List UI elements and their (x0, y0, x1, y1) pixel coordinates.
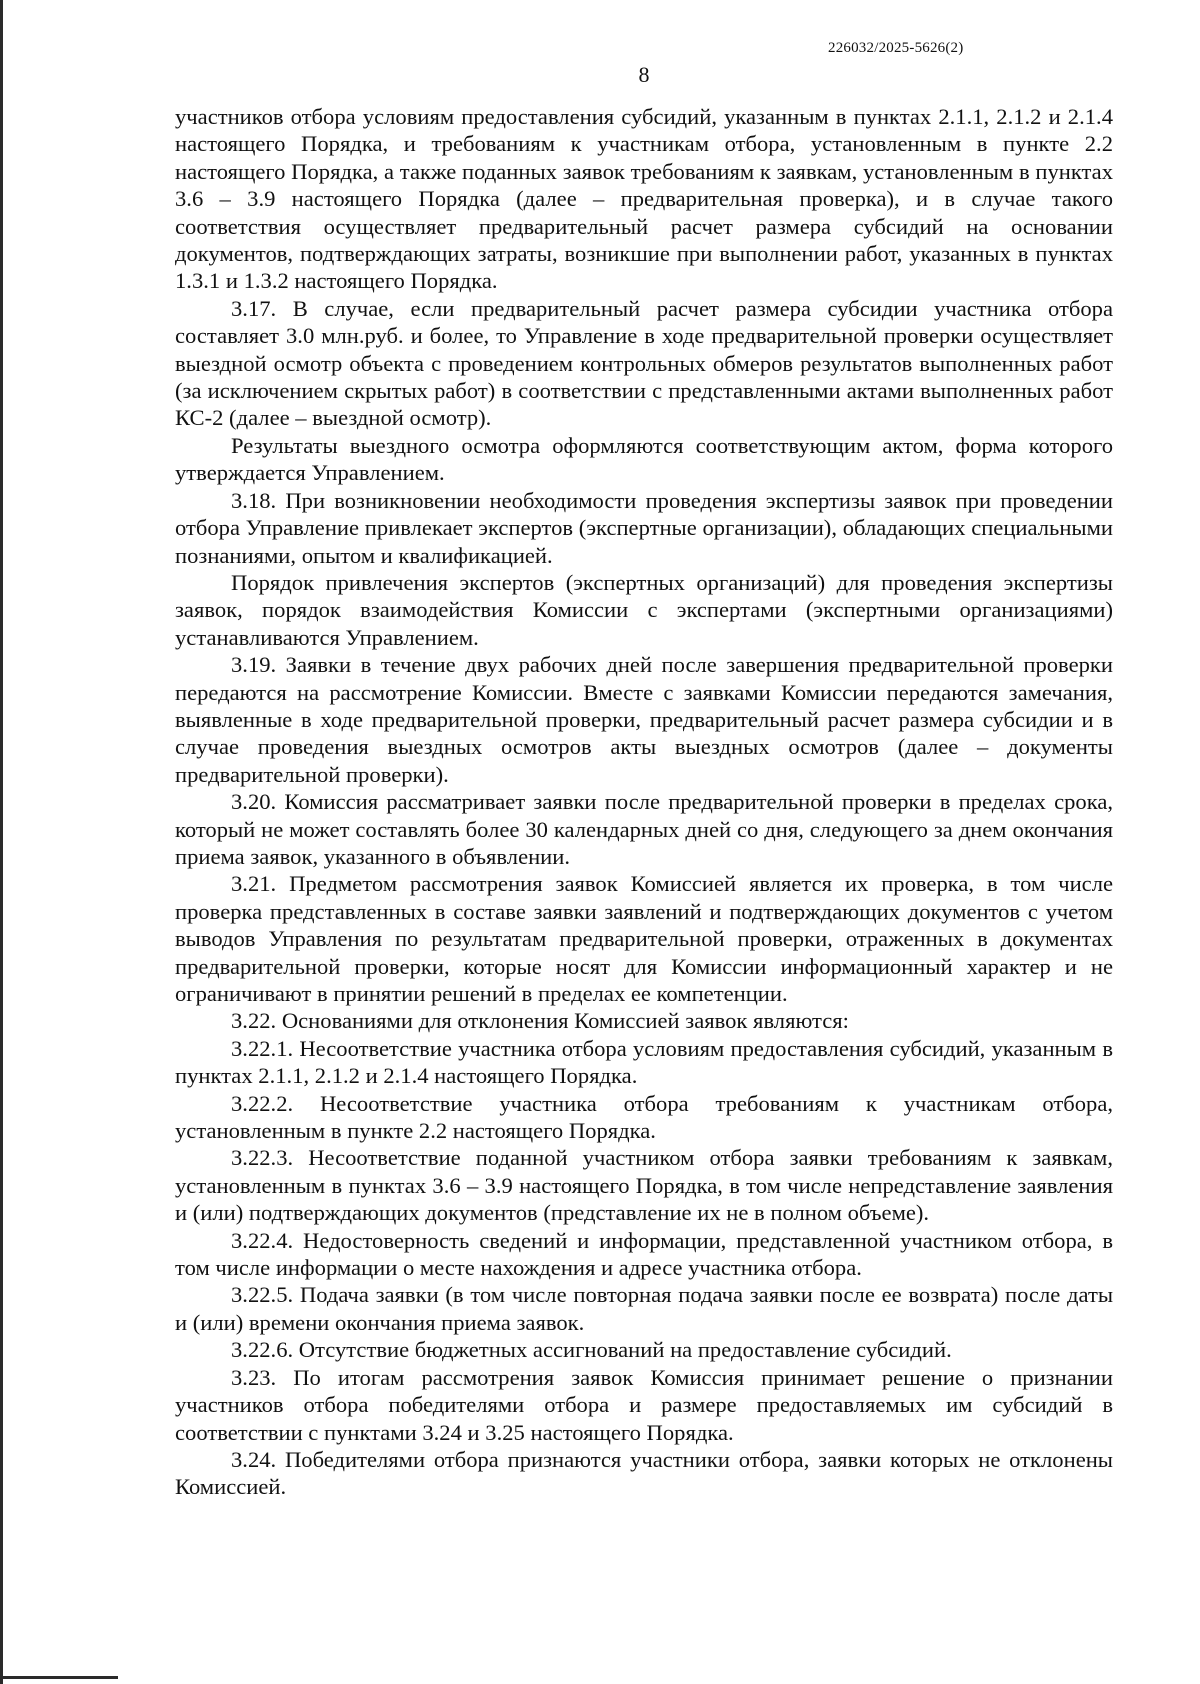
paragraph-3-19: 3.19. Заявки в течение двух рабочих дней после завершения предварительной проверки передаются на рассмотрение Комиссии. Вместе с заявками Комиссии передаются замечания, выявленные в ходе предварительной проверки, предварительный расчет размера субсидии и в случае проведения выездных осмотров акты выездных осмотров (далее – документы предварительной проверки). (175, 652, 1113, 787)
paragraph-continuation: участников отбора условиям предоставления субсидий, указанным в пунктах 2.1.1, 2.1.2 и 2.1.4 настоящего Порядка, и требованиям к участникам отбора, установленным в пункте 2.2 настоящего Порядка, а также поданных заявок требованиям к заявкам, установленным в пунктах 3.6 – 3.9 настоящего Порядка (далее – предварительная проверка), и в случае такого соответствия осуществляет предварительный расчет размера субсидий на основании документов, подтверждающих затраты, возникшие при выполнении работ, указанных в пунктах 1.3.1 и 1.3.2 настоящего Порядка. (175, 104, 1113, 294)
paragraph-3-18: 3.18. При возникновении необходимости проведения экспертизы заявок при проведении отбора Управление привлекает экспертов (экспертные организации), обладающих специальными познаниями, опытом и квалификацией. (175, 487, 1113, 568)
paragraph-3-22-3: 3.22.3. Несоответствие поданной участником отбора заявки требованиям к заявкам, установленным в пунктах 3.6 – 3.9 настоящего Порядка, в том числе непредставление заявления и (или) подтверждающих документов (представление их не в полном объеме). (175, 1145, 1113, 1226)
paragraph-3-22-6: 3.22.6. Отсутствие бюджетных ассигнований на предоставление субсидий. (231, 1337, 952, 1363)
paragraph-3-22-2: 3.22.2. Несоответствие участника отбора требованиям к участникам отбора, установленным в пункте 2.2 настоящего Порядка. (175, 1090, 1113, 1144)
paragraph-3-21: 3.21. Предметом рассмотрения заявок Комиссией является их проверка, в том числе проверка представленных в составе заявки заявлений и подтверждающих документов с учетом выводов Управления по результатам предварительной проверки, отраженных в документах предварительной проверки, которые носят для Комиссии информационный характер и не ограничивают в принятии решений в пределах ее компетенции. (175, 871, 1113, 1006)
paragraph-3-24: 3.24. Победителями отбора признаются участники отбора, заявки которых не отклонены Комиссией. (175, 1446, 1113, 1500)
paragraph-3-22: 3.22. Основаниями для отклонения Комиссией заявок являются: (231, 1008, 849, 1034)
paragraph-3-23: 3.23. По итогам рассмотрения заявок Комиссия принимает решение о признании участников отбора победителями отбора и размере предоставляемых им субсидий в соответствии с пунктами 3.24 и 3.25 настоящего Порядка. (175, 1364, 1113, 1445)
paragraph-experts-procedure: Порядок привлечения экспертов (экспертных организаций) для проведения экспертизы заявок, порядок взаимодействия Комиссии с экспертами (экспертными организациями) устанавливаются Управлением. (175, 569, 1113, 650)
paragraph-3-22-1: 3.22.1. Несоответствие участника отбора условиям предоставления субсидий, указанным в пунктах 2.1.1, 2.1.2 и 2.1.4 настоящего Порядка. (175, 1035, 1113, 1089)
paragraph-3-22-5: 3.22.5. Подача заявки (в том числе повторная подача заявки после ее возврата) после даты и (или) времени окончания приема заявок. (175, 1282, 1113, 1335)
document-registration-number: 226032/2025-5626(2) (828, 40, 964, 56)
scan-edge-line (0, 0, 3, 1684)
paragraph-3-17: 3.17. В случае, если предварительный расчет размера субсидии участника отбора составляет 3.0 млн.руб. и более, то Управление в ходе предварительной проверки осуществляет выездной осмотр объекта с проведением контрольных обмеров результатов выполненных работ (за исключением скрытых работ) в соответствии с представленными актами выполненных работ КС-2 (далее – выездной осмотр). (175, 295, 1113, 431)
scan-edge-line-bottom (0, 1676, 118, 1679)
paragraph-inspection-results: Результаты выездного осмотра оформляются соответствующим актом, форма которого утверждается Управлением. (175, 432, 1113, 486)
paragraph-3-20: 3.20. Комиссия рассматривает заявки после предварительной проверки в пределах срока, который не может составлять более 30 календарных дней со дня, следующего за днем окончания приема заявок, указанного в объявлении. (175, 789, 1113, 869)
page-number: 8 (638, 62, 650, 87)
paragraph-3-22-4: 3.22.4. Недостоверность сведений и информации, представленной участником отбора, в том числе информации о месте нахождения и адресе участника отбора. (175, 1227, 1113, 1281)
document-body (175, 103, 1113, 1501)
